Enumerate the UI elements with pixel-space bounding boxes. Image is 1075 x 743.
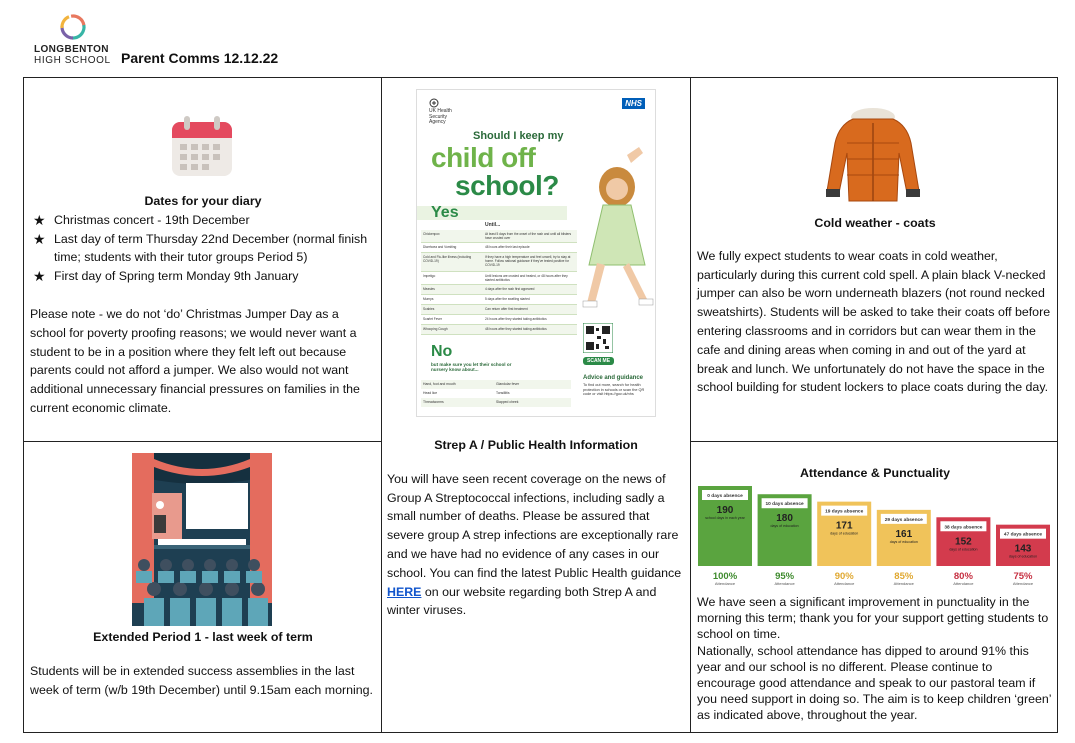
table-row: Whooping Cough 48 hours after they started taking antibiotics	[421, 325, 577, 335]
attendance-percent-sublabel: Attendance	[953, 581, 974, 586]
table-row: Cold and Flu-like illness (including COVID-19) If they have a high temperature and feel unwell, try to stay at home. Follow national guidance if they've tested positive for COVID-19	[421, 253, 577, 272]
row-divider	[23, 441, 382, 442]
until-label: Until...	[485, 222, 501, 228]
attendance-percent-sublabel: Attendance	[1012, 581, 1034, 586]
agency-name: UK Health Security Agency	[429, 108, 452, 126]
bar-value-label: 161	[895, 528, 913, 540]
absence-label: 47 days absence	[1003, 532, 1043, 538]
list-item: ★ First day of Spring term Monday 9th January	[33, 268, 299, 285]
qr-code-icon	[583, 323, 613, 353]
calendar-icon	[170, 114, 234, 178]
winter-coat-icon	[823, 103, 923, 203]
diary-heading: Dates for your diary	[144, 194, 262, 208]
star-icon: ★	[33, 230, 46, 247]
bar-unit-label: days of education	[1008, 554, 1038, 559]
star-icon: ★	[33, 268, 46, 285]
attendance-para1: We have seen a significant improvement in punctuality in the morning this term; thank you for your support getting students to school on time.	[697, 595, 1049, 642]
bar-unit-label: days of education	[889, 539, 918, 544]
attendance-text	[697, 594, 1053, 724]
page-header	[0, 0, 1075, 76]
attendance-heading: Attendance & Punctuality	[799, 466, 951, 480]
no-label: No	[431, 343, 453, 360]
school-logo-icon	[59, 13, 87, 41]
poster-title-line1: child off	[431, 142, 536, 173]
absence-label: 10 days absence	[765, 502, 804, 508]
absence-label: 29 days absence	[884, 517, 923, 523]
period1-section	[29, 628, 377, 699]
poster-title-line2: school?	[455, 170, 559, 201]
bar-unit-label: school days in each year	[705, 516, 745, 520]
period1-body: Students will be in extended success assemblies in the last week of term (w/b 19th December) until 9.15am each morning.	[30, 663, 373, 697]
no-sub-label: but make sure you let their school or nursery know about...	[431, 362, 512, 373]
coats-body: We fully expect students to wear coats in cold weather, particularly during this current cold spell. A plain black V-necked jumper can also be worn underneath blazers (not round necked sweatshirts). Students will be asked to take their coats off before entering classrooms and in corridors but can wear them in the cafe and dining areas when coming in and out of the yard at break and lunch. We unfortunately do not have the space in the school building for student lockers to place coats during the day.	[697, 248, 1051, 395]
bar-unit-label: days of education	[770, 524, 799, 529]
attendance-percent-label: 95%	[775, 571, 795, 582]
coats-section	[697, 214, 1053, 397]
assembly-illustration-icon	[132, 453, 272, 626]
table-row: Measles 4 days after the rash first appeared	[421, 285, 577, 295]
list-item: ★ Last day of term Thursday 22nd December (normal finish time; students with their tutor groups Period 5)	[33, 230, 368, 265]
attendance-percent-sublabel: Attendance	[893, 581, 914, 586]
no-table	[421, 380, 571, 407]
coats-heading: Cold weather - coats	[814, 216, 936, 230]
bar-value-label: 152	[955, 536, 972, 548]
advice-title: Advice and guidance	[583, 375, 644, 381]
bar-unit-label: days of education	[949, 547, 978, 552]
strep-section	[387, 436, 685, 620]
yes-label: Yes	[431, 204, 459, 221]
attendance-percent-sublabel: Attendance	[834, 581, 855, 586]
diary-note: Please note - we do not ‘do’ Christmas Jumper Day as a school for poverty proofing reasons; we would never want a student to be in a position where they felt left out because parents could not afford a jumper. We also would not want additional unnecessary financial pressures on families in the current economic climate.	[30, 306, 360, 415]
table-row: Scabies Can return after first treatment	[421, 305, 577, 315]
should-i-keep-my-child-off-school-poster	[416, 89, 656, 417]
government-crest-icon	[429, 98, 439, 108]
attendance-chart	[698, 480, 1050, 590]
jumping-girl-illustration-icon	[577, 145, 656, 320]
column-divider	[690, 77, 691, 733]
table-row: Diarrhoea and Vomiting 48 hours after their last episode	[421, 243, 577, 253]
attendance-percent-label: 85%	[894, 571, 914, 582]
bar-unit-label: days of education	[830, 531, 859, 536]
strep-body: You will have seen recent coverage on the news of Group A Streptococcal infections, including sadly a small number of deaths. Please be assured that severe group A strep infections are exceptionally rare and we have had no evidence of any cases in our school. You can find the latest Public Health guidance HERE on our website regarding both Strep A and winter viruses.	[387, 471, 682, 618]
attendance-chart-svg	[698, 480, 1050, 590]
poster-question: Should I keep my	[473, 130, 564, 142]
table-row: Head lice Tonsillitis	[423, 391, 510, 395]
table-row: Chickenpox At least 5 days from the onset of the rash and until all blisters have crusted over	[421, 230, 577, 243]
bar-value-label: 190	[716, 505, 734, 516]
column-divider	[381, 77, 382, 733]
yes-table	[421, 230, 577, 335]
bar-value-label: 180	[776, 513, 793, 525]
bar-value-label: 143	[1014, 543, 1032, 555]
attendance-percent-label: 100%	[712, 571, 738, 582]
table-row: Scarlet Fever 24 hours after they started taking antibiotics	[421, 315, 577, 325]
attendance-percent-sublabel: Attendance	[714, 581, 736, 586]
page-title: Parent Comms 12.12.22	[121, 50, 279, 66]
table-row: Mumps 5 days after the swelling started	[421, 295, 577, 305]
advice-text: To find out more, search for health protection in schools or scan the QR code or visit https://gov.uk/nhs	[583, 383, 645, 397]
row-divider	[690, 441, 1058, 442]
absence-label: 0 days absence	[707, 494, 743, 499]
school-name-line1: LONGBENTON	[34, 44, 109, 55]
absence-label: 19 days absence	[825, 509, 864, 515]
strep-heading: Strep A / Public Health Information	[434, 438, 638, 452]
attendance-percent-label: 90%	[834, 571, 854, 582]
attendance-para2: Nationally, school attendance has dipped to around 91% this year and our school is no different. Please continue to encourage good attendance and speak to our pastoral team if you need support in doing so. The aim is to keep children ‘green’ as indicated above, throughout the year.	[697, 643, 1052, 723]
absence-label: 38 days absence	[944, 525, 983, 531]
nhs-logo: NHS	[622, 98, 645, 109]
table-row: Hand, foot and mouth Glandular fever	[421, 380, 571, 389]
period1-heading: Extended Period 1 - last week of term	[93, 630, 313, 644]
star-icon: ★	[33, 211, 46, 228]
attendance-percent-label: 75%	[1013, 571, 1033, 582]
list-item: ★ Christmas concert - 19th December	[33, 211, 250, 228]
attendance-percent-sublabel: Attendance	[774, 581, 795, 586]
diary-section	[29, 192, 377, 418]
table-row: Impetigo Until lesions are crusted and healed, or 48 hours after they started antibiotics	[421, 272, 577, 285]
table-row: Threadworms Slapped cheek	[421, 398, 571, 407]
diary-list	[29, 211, 377, 286]
public-health-guidance-link[interactable]: HERE	[387, 584, 422, 599]
school-name-line2: HIGH SCHOOL	[34, 55, 111, 66]
attendance-percent-label: 80%	[953, 571, 973, 582]
bar-value-label: 171	[835, 520, 853, 532]
scan-me-label: SCAN ME	[583, 357, 614, 365]
